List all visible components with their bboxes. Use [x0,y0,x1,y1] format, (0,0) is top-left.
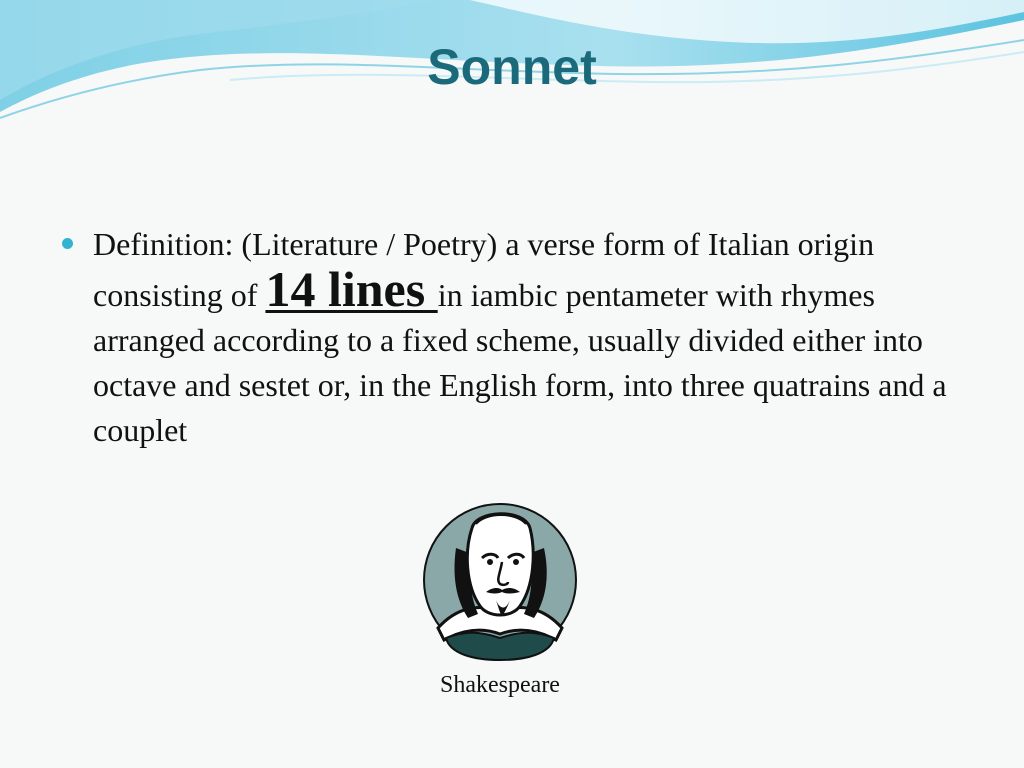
slide-body [62,222,982,453]
definition-text [93,222,982,453]
definition-rest: in iambic pentameter with rhymes arranged according to a fixed scheme, usually divided either into octave and sestet or, in the English form, into three quatrains and a couplet [93,277,947,448]
bullet-item [62,222,982,453]
portrait-caption: Shakespeare [440,672,560,698]
round-bullet-icon [62,238,73,249]
fourteen-lines-emphasis: 14 lines [265,261,438,317]
slide-title: Sonnet [427,39,597,95]
shakespeare-portrait-icon [416,488,584,706]
definition-lead: Definition: (Literature / Poetry) a verse form of Italian origin consisting of [93,226,875,313]
